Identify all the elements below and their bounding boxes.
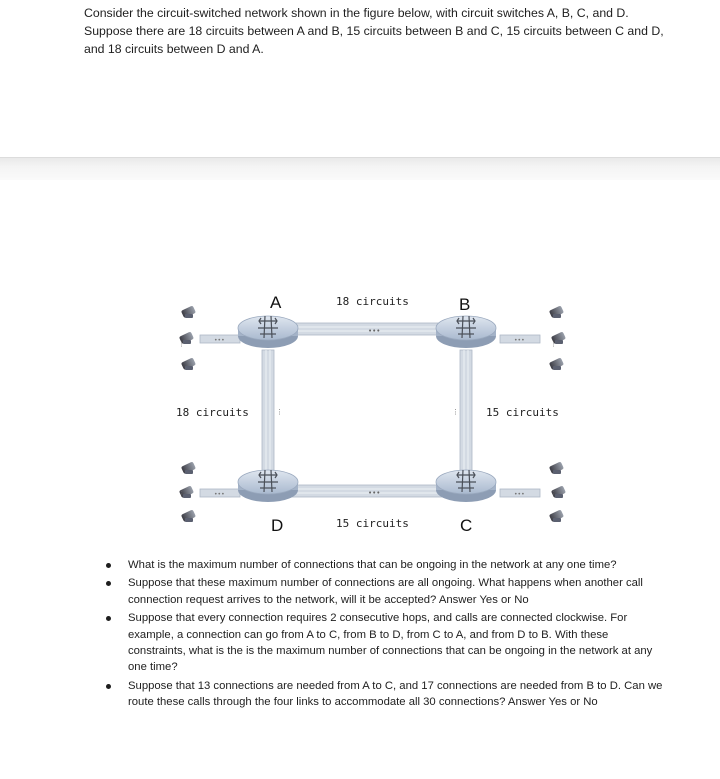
svg-text:•••: ••• <box>368 327 381 335</box>
svg-text:⋮: ⋮ <box>178 490 185 498</box>
bullet-icon <box>106 616 111 621</box>
svg-text:•••: ••• <box>214 337 225 344</box>
switch-d-icon <box>238 470 298 502</box>
switch-label-b: B <box>459 295 471 314</box>
link-cd <box>290 485 460 497</box>
problem-statement: Consider the circuit-switched network shown in the figure below, with circuit switches A, B, C, and D. Suppose there are 18 circuits between A and B, 15 circuits between B and C, 15 circuits between C and D, and 18 circuits between D and A. <box>84 6 664 56</box>
question-list <box>104 557 664 713</box>
phone-group-d <box>178 461 196 522</box>
link-bc <box>452 350 472 474</box>
svg-text:•••: ••• <box>368 489 381 497</box>
list-item <box>104 610 664 676</box>
switch-label-a: A <box>270 293 282 312</box>
svg-text:⋮: ⋮ <box>550 340 557 348</box>
link-label-cd: 15 circuits <box>336 517 409 530</box>
switch-label-c: C <box>460 516 473 535</box>
question-text: What is the maximum number of connections that can be ongoing in the network at any one time? <box>128 559 617 571</box>
question-text: Suppose that 13 connections are needed from A to C, and 17 connections are needed from B to D. Can we route these calls through the four links to accommodate all 30 connections? Answer Yes or No <box>128 679 663 709</box>
network-figure <box>0 280 720 540</box>
switch-b-icon <box>436 316 496 348</box>
svg-text:•••: ••• <box>214 491 225 498</box>
question-text: Suppose that every connection requires 2 consecutive hops, and calls are connected clockwise. For example, a connection can go from A to C, from B to D, from C to A, and from D to B. With these constraints, what is the is the maximum number of connections that can be ongoing in the network at any one time? <box>128 612 653 674</box>
svg-text:⋮: ⋮ <box>452 408 459 416</box>
link-label-da: 18 circuits <box>176 406 249 419</box>
question-text: Suppose that these maximum number of connections are all ongoing. What happens when another call connection request arrives to the network, will it be accepted? Answer Yes or No <box>128 577 643 606</box>
link-da <box>262 350 283 474</box>
switch-c-icon <box>436 470 496 502</box>
svg-text:•••: ••• <box>514 491 525 498</box>
switch-a-icon <box>238 316 298 348</box>
phone-group-c <box>549 461 566 522</box>
svg-text:⋮: ⋮ <box>550 490 557 498</box>
svg-text:•••: ••• <box>514 337 525 344</box>
phone-group-a <box>178 305 196 370</box>
svg-text:⋮: ⋮ <box>276 408 283 416</box>
bullet-icon <box>106 581 111 586</box>
bullet-icon <box>106 684 111 689</box>
link-label-ab: 18 circuits <box>336 295 409 308</box>
phone-group-b <box>549 305 566 370</box>
section-divider <box>0 157 720 180</box>
list-item <box>104 678 664 711</box>
svg-text:⋮: ⋮ <box>178 340 185 348</box>
link-label-bc: 15 circuits <box>486 406 559 419</box>
link-ab <box>290 323 460 335</box>
bullet-icon <box>106 563 111 568</box>
list-item <box>104 557 664 573</box>
list-item <box>104 575 664 608</box>
switch-label-d: D <box>271 516 284 535</box>
